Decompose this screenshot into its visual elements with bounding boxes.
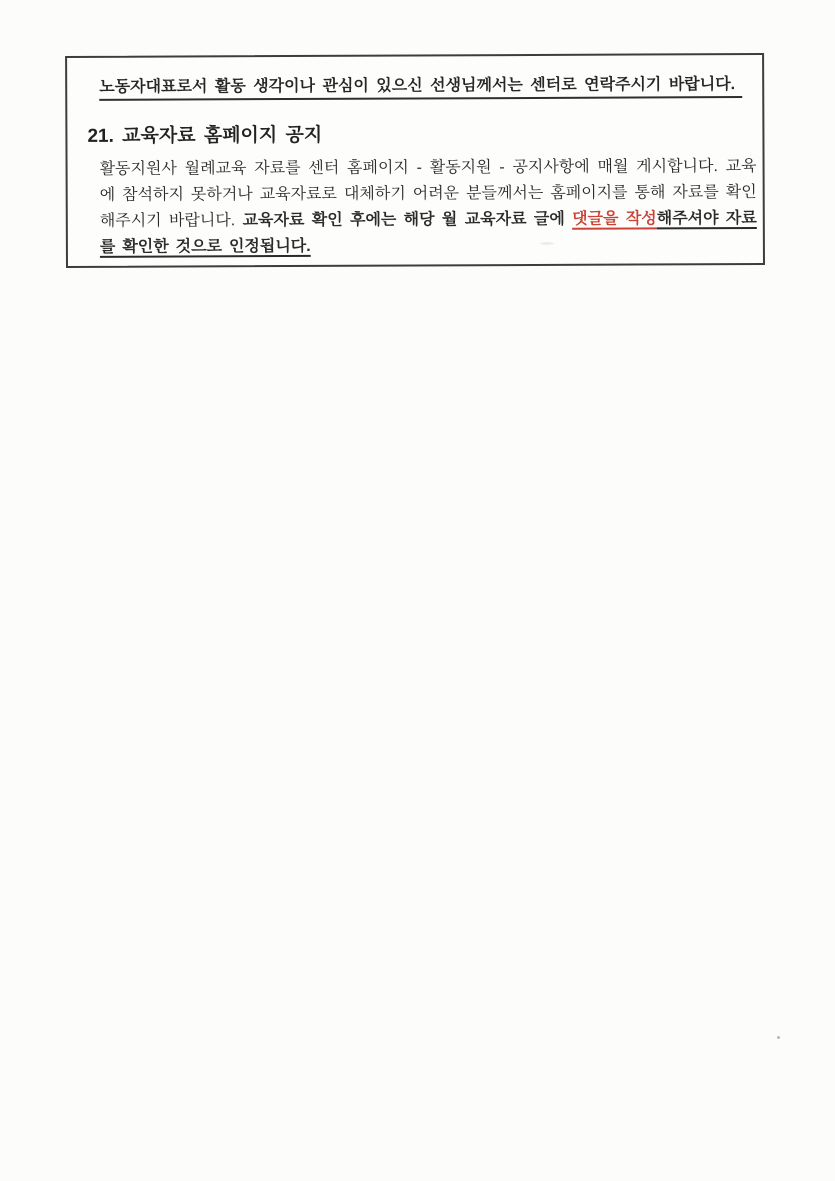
body-bold-lead-text: 교육자료 확인 후에는 해당 월 교육자료 글에 xyxy=(242,210,573,230)
section-heading: 21. 교육자료 홈페이지 공지 xyxy=(87,124,323,147)
notice-box xyxy=(65,53,765,268)
scan-speck xyxy=(777,1036,780,1039)
scan-smudge xyxy=(540,242,554,245)
intro-line-text: 노동자대표로서 활동 생각이나 관심이 있으신 선생님께서는 센터로 연락주시기 바랍니다. xyxy=(99,76,742,101)
intro-line xyxy=(99,75,750,98)
body-regular-text: 활동지원사 월례교육 자료를 센터 홈페이지 - 활동지원 - 공지사항에 매월 게시합니다. 교육에 참석하지 못하거나 교육자료로 대체하기 어려운 분들께서는 홈페이지를 통해 자료를 확인해주시기 바랍니다. xyxy=(99,157,757,230)
section-body xyxy=(100,154,757,261)
body-red-underlined-text: 댓글을 작성 xyxy=(572,210,657,228)
body-bold-underlined-text: 해주셔야 자료를 확인한 것으로 인정됩니다. xyxy=(99,209,757,256)
